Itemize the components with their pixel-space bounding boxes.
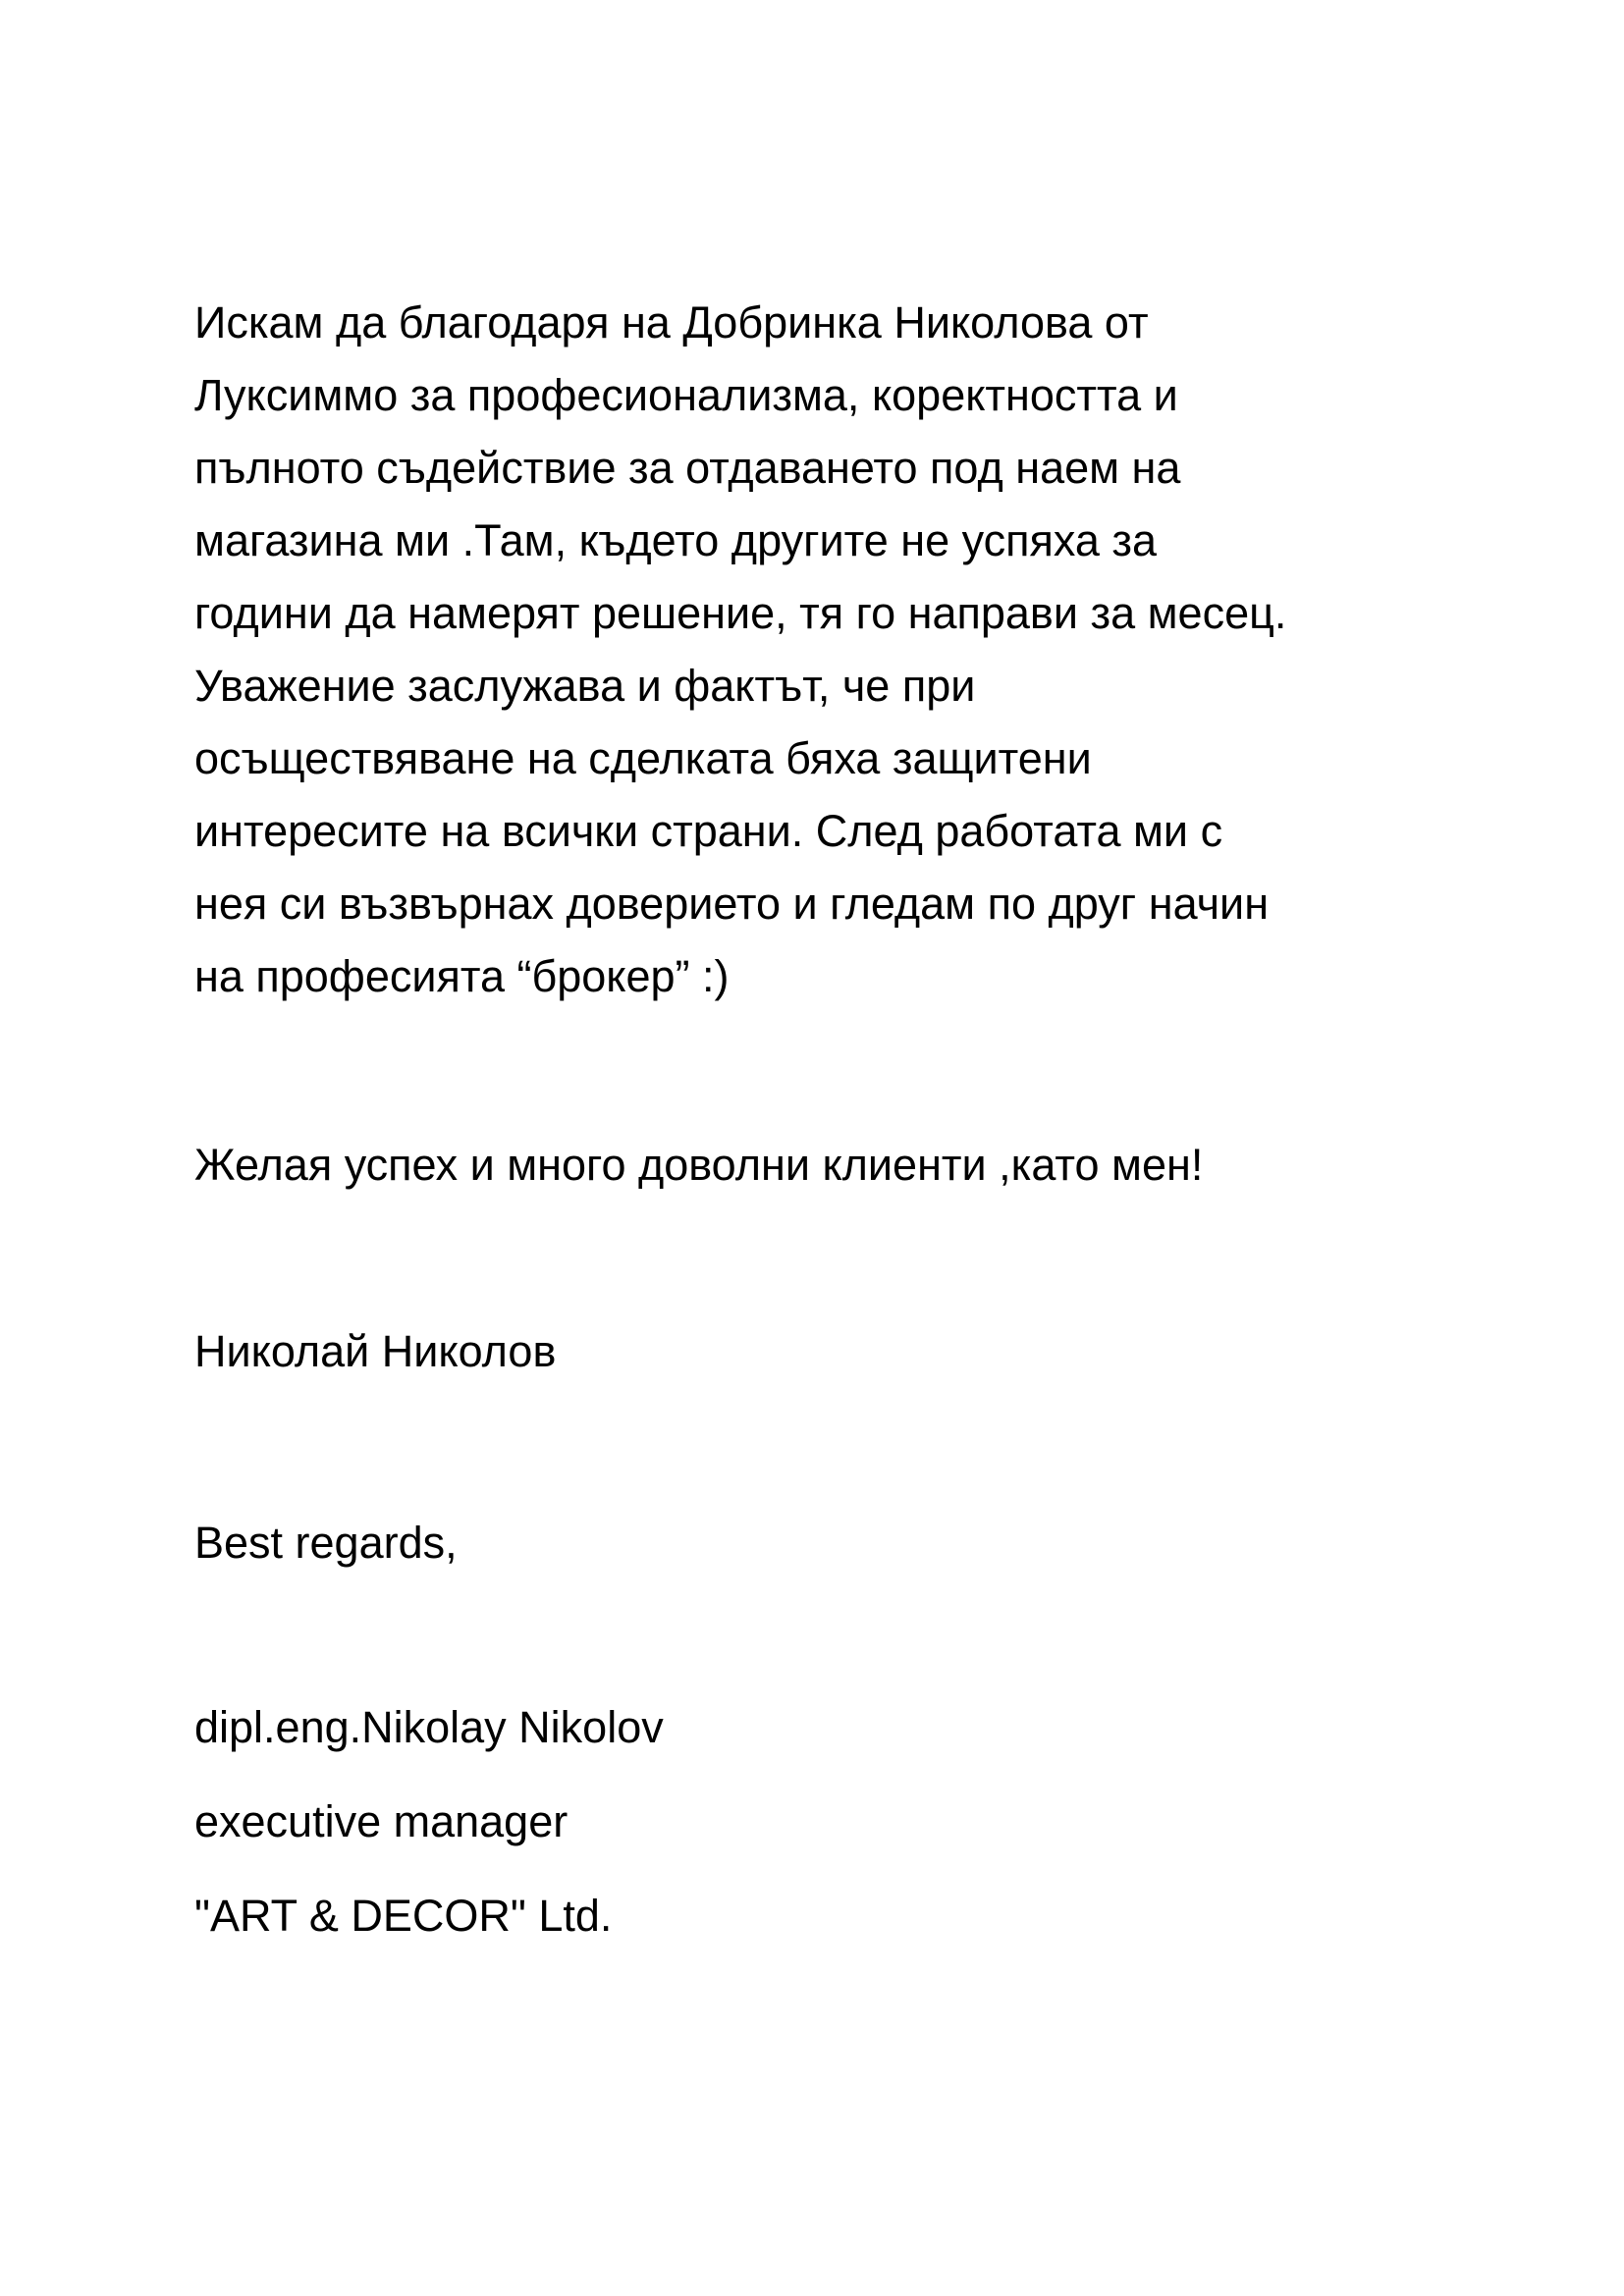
body-line: Искам да благодаря на Добринка Николова от (194, 297, 1149, 347)
signature-title: executive manager (194, 1796, 568, 1846)
signature-name: dipl.eng.Nikolay Nikolov (194, 1702, 664, 1752)
closing-line: Best regards, (194, 1518, 458, 1568)
body-line: пълното съдействие за отдаването под наем на (194, 443, 1181, 493)
body-line: на професията “брокер” :) (194, 951, 730, 1001)
wish-line: Желая успех и много доволни клиенти ,като мен! (194, 1140, 1204, 1190)
body-line: магазина ми .Там, където другите не успяха за (194, 515, 1158, 565)
signature-name-bg: Николай Николов (194, 1326, 557, 1376)
body-line: нея си възвърнах доверието и гледам по друг начин (194, 879, 1270, 929)
body-line: осъществяване на сделката бяха защитени (194, 733, 1092, 783)
body-line: Уважение заслужава и фактът, че при (194, 661, 976, 711)
body-line: Луксиммо за професионализма, коректността и (194, 370, 1178, 420)
body-line: години да намерят решение, тя го направи за месец. (194, 588, 1287, 638)
body-line: интересите на всички страни. След работата ми с (194, 806, 1223, 856)
signature-company: "ART & DECOR" Ltd. (194, 1891, 613, 1941)
